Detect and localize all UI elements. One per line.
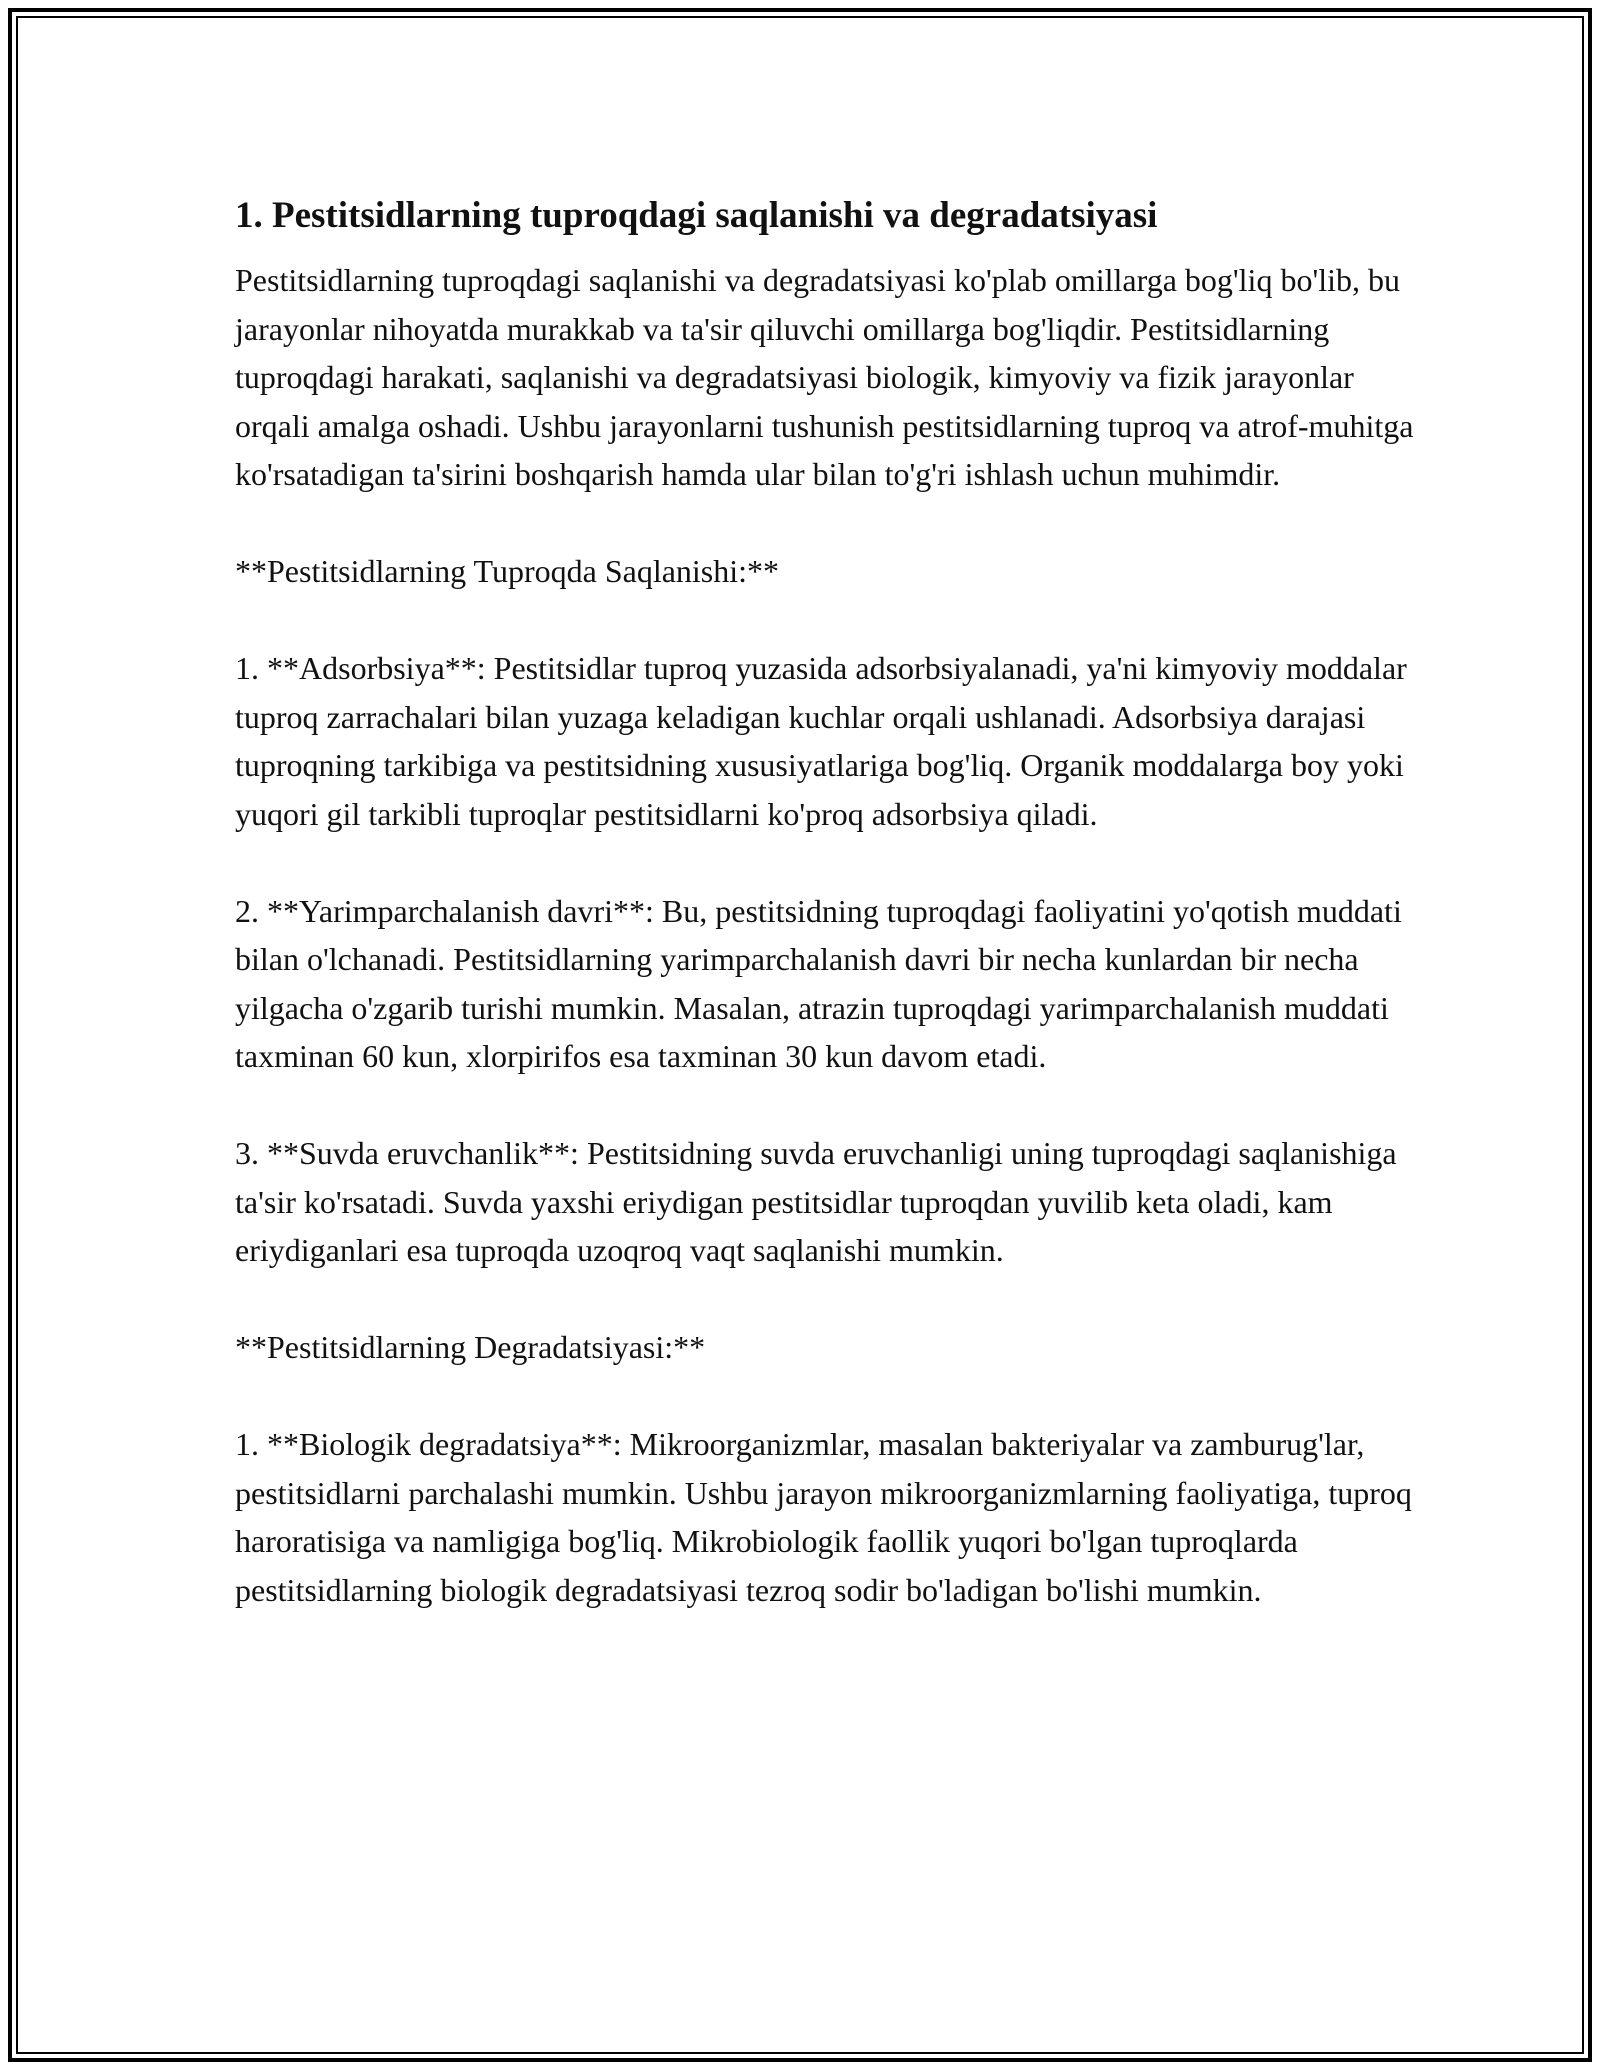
list-item-water-solubility: 3. **Suvda eruvchanlik**: Pestitsidning suvda eruvchanligi uning tuproqdagi saqlanishiga ta'sir ko'rsatadi. Suvda yaxshi eriydigan pestitsidlar tuproqdan yuvilib keta oladi, kam eriydiganlari esa tuproqda uzoqroq vaqt saqlanishi mumkin.	[235, 1135, 1397, 1268]
list-item-half-life: 2. **Yarimparchalanish davri**: Bu, pestitsidning tuproqdagi faoliyatini yo'qotish muddati bilan o'lchanadi. Pestitsidlarning yarimparchalanish davri bir necha kunlardan bir necha yilgacha o'zgarib turishi mumkin. Masalan, atrazin tuproqdagi yarimparchalanish muddati taxminan 60 kun, xlorpirifos esa taxminan 30 kun davom etadi.	[235, 892, 1402, 1074]
section-heading-degradation: **Pestitsidlarning Degradatsiyasi:**	[235, 1329, 706, 1365]
section-heading-storage: **Pestitsidlarning Tuproqda Saqlanishi:**	[235, 553, 780, 589]
document-title: 1. Pestitsidlarning tuproqdagi saqlanishi va degradatsiyasi	[235, 195, 1158, 236]
intro-paragraph: Pestitsidlarning tuproqdagi saqlanishi va degradatsiyasi ko'plab omillarga bog'liq bo'lib, bu jarayonlar nihoyatda murakkab va ta'sir qiluvchi omillarga bog'liqdir. Pestitsidlarning tuproqdagi harakati, saqlanishi va degradatsiyasi biologik, kimyoviy va fizik jarayonlar orqali amalga oshadi. Ushbu jarayonlarni tushunish pestitsidlarning tuproq va atrof-muhitga ko'rsatadigan ta'sirini boshqarish hamda ular bilan to'g'ri ishlash uchun muhimdir.	[235, 262, 1414, 492]
list-item-biological-degradation: 1. **Biologik degradatsiya**: Mikroorganizmlar, masalan bakteriyalar va zamburug'lar, pestitsidlarni parchalashi mumkin. Ushbu jarayon mikroorganizmlarning faoliyatiga, tuproq haroratisiga va namligiga bog'liq. Mikrobiologik faollik yuqori bo'lgan tuproqlarda pestitsidlarning biologik degradatsiyasi tezroq sodir bo'ladigan bo'lishi mumkin.	[235, 1426, 1412, 1608]
document-body	[235, 188, 1415, 1614]
list-item-adsorption: 1. **Adsorbsiya**: Pestitsidlar tuproq yuzasida adsorbsiyalanadi, ya'ni kimyoviy moddalar tuproq zarrachalari bilan yuzaga keladigan kuchlar orqali ushlanadi. Adsorbsiya darajasi tuproqning tarkibiga va pestitsidning xususiyatlariga bog'liq. Organik moddalarga boy yoki yuqori gil tarkibli tuproqlar pestitsidlarni ko'proq adsorbsiya qiladi.	[235, 650, 1407, 832]
